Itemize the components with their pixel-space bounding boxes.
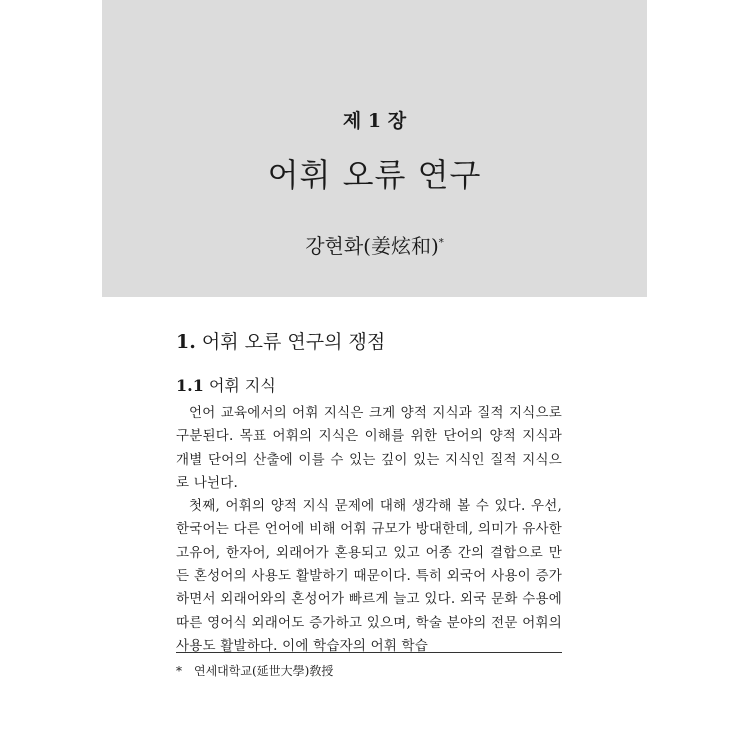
- paragraph: 첫째, 어휘의 양적 지식 문제에 대해 생각해 볼 수 있다. 우선, 한국어는 다른 언어에 비해 어휘 규모가 방대한데, 의미가 유사한 고유어, 한자어, 외래어가 혼용되고 있고 어종 간의 결합으로 만든 혼성어의 사용도 활발하기 때문이다. 특히 외국어 사용이 증가하면서 외래어와의 혼성어가 빠르게 늘고 있다. 외국 문화 수용에 따른 영어식 외래어도 증가하고 있으며, 학술 분야의 전문 어휘의 사용도 활발하다. 이에 학습자의 어휘 학습: [176, 498, 562, 654]
- section-number: 1.: [176, 331, 196, 353]
- paragraph: 언어 교육에서의 어휘 지식은 크게 양적 지식과 질적 지식으로 구분된다. 목표 어휘의 지식은 이해를 위한 단어의 양적 지식과 개별 단어의 산출에 이를 수 있는 깊이 있는 지식인 질적 지식으로 나뉜다.: [176, 405, 562, 491]
- subsection-title: 어휘 지식: [208, 376, 276, 395]
- subsection-heading: [176, 373, 276, 396]
- author-footnote-mark: *: [438, 237, 444, 249]
- subsection-number: 1.1: [176, 376, 204, 395]
- author-line: [102, 230, 647, 259]
- footnote-text: 연세대학교(延世大學)敎授: [194, 664, 334, 678]
- footnote: [176, 662, 333, 679]
- chapter-title: 어휘 오류 연구: [267, 156, 482, 194]
- section-title: 어휘 오류 연구의 쟁점: [201, 331, 386, 353]
- chapter-label: 제 1 장: [342, 110, 407, 132]
- body-text: [176, 402, 562, 658]
- author-name: 강현화(姜炫和): [305, 234, 439, 258]
- footnote-divider: [176, 652, 562, 653]
- section-heading: [176, 327, 385, 354]
- footnote-mark: *: [176, 664, 182, 678]
